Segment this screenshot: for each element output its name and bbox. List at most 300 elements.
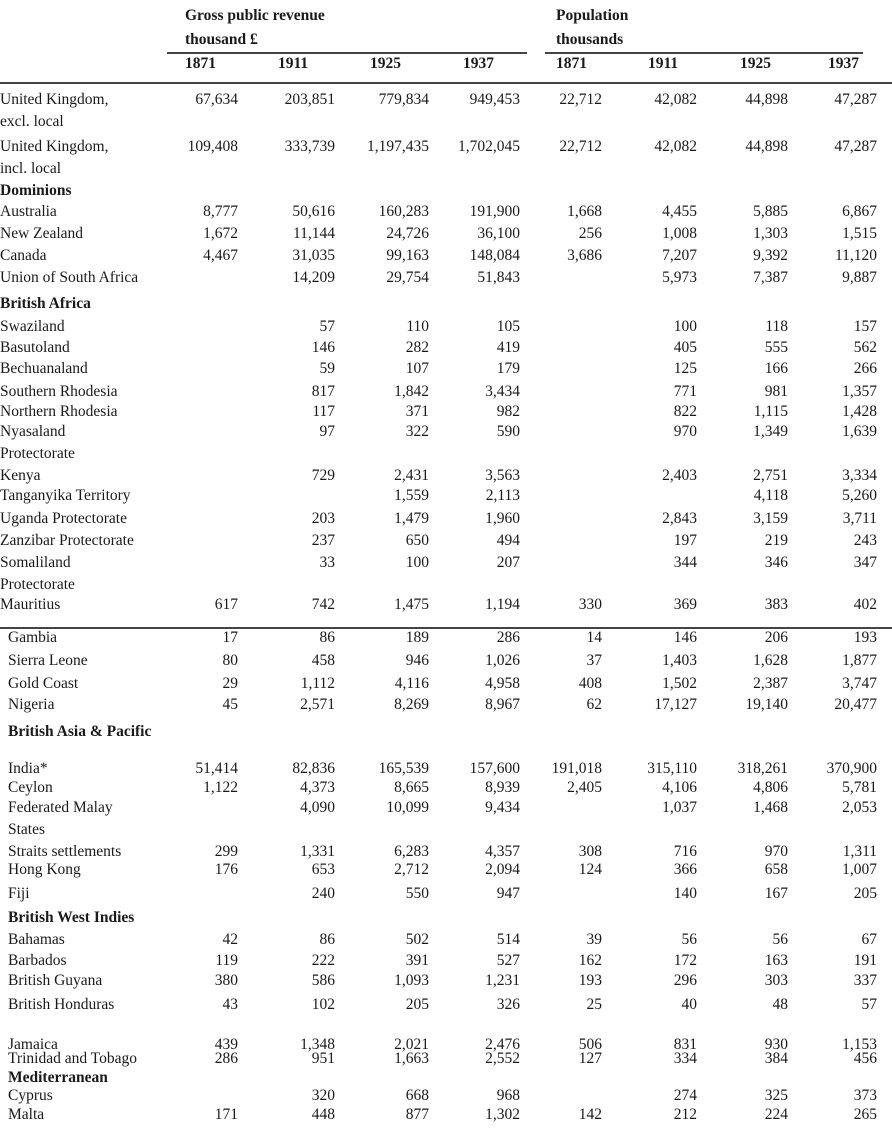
- cell-revenue-1937: 157,600: [469, 760, 520, 777]
- row-label: Canada: [0, 247, 47, 264]
- cell-revenue-1925: 6,283: [394, 843, 429, 860]
- table-row: [0, 797, 892, 838]
- cell-revenue-1937: 527: [496, 952, 520, 969]
- cell-revenue-1925: 8,665: [394, 779, 429, 796]
- cell-population-1925: 44,898: [745, 91, 788, 108]
- row-label: Barbados: [8, 952, 67, 969]
- row-label: Cyprus: [8, 1087, 53, 1104]
- cell-population-1911: 274: [673, 1087, 697, 1104]
- cell-revenue-1911: 82,836: [292, 760, 335, 777]
- table-row: [0, 358, 892, 380]
- table-row: [0, 381, 892, 403]
- revenue-year-1911: 1911: [278, 55, 309, 72]
- table-row: [0, 201, 892, 223]
- cell-revenue-1925: 391: [405, 952, 429, 969]
- row-label: Uganda Protectorate: [0, 510, 127, 527]
- cell-revenue-1925: 550: [405, 885, 429, 902]
- section-heading-row: [0, 180, 892, 202]
- cell-revenue-1937: 36,100: [477, 225, 520, 242]
- cell-revenue-1925: 107: [405, 360, 429, 377]
- row-label: India*: [8, 760, 48, 777]
- row-label: Basutoland: [0, 339, 70, 356]
- cell-population-1911: 100: [673, 318, 697, 335]
- row-label: Nigeria: [8, 696, 55, 713]
- cell-revenue-1911: 203: [311, 510, 335, 527]
- row-label: Hong Kong: [8, 861, 81, 878]
- cell-population-1925: 19,140: [745, 696, 788, 713]
- cell-revenue-1925: 1,475: [394, 596, 429, 613]
- cell-population-1925: 346: [764, 554, 788, 571]
- cell-revenue-1937: 2,094: [485, 861, 520, 878]
- table-row: [0, 508, 892, 530]
- cell-revenue-1871: 617: [214, 596, 238, 613]
- row-label: Jamaica: [8, 1036, 58, 1053]
- cell-population-1937: 3,747: [842, 675, 877, 692]
- cell-revenue-1925: 24,726: [386, 225, 429, 242]
- cell-revenue-1937: 326: [496, 996, 520, 1013]
- cell-revenue-1911: 951: [311, 1050, 335, 1067]
- cell-population-1925: 1,468: [753, 799, 788, 816]
- cell-revenue-1925: 282: [405, 339, 429, 356]
- cell-population-1871: 162: [578, 952, 602, 969]
- table-row: [0, 223, 892, 245]
- cell-population-1871: 62: [586, 696, 602, 713]
- cell-population-1871: 308: [578, 843, 602, 860]
- row-label: Swaziland: [0, 318, 65, 335]
- cell-population-1925: 1,303: [753, 225, 788, 242]
- cell-revenue-1871: 67,634: [195, 91, 238, 108]
- cell-revenue-1911: 653: [311, 861, 335, 878]
- section-heading: British Africa: [0, 295, 91, 312]
- cell-population-1937: 9,887: [842, 269, 877, 286]
- cell-population-1925: 118: [765, 318, 788, 335]
- cell-revenue-1871: 176: [214, 861, 238, 878]
- cell-population-1871: 127: [578, 1050, 602, 1067]
- cell-population-1925: 318,261: [737, 760, 788, 777]
- cell-population-1937: 5,781: [842, 779, 877, 796]
- cell-revenue-1911: 1,331: [300, 843, 335, 860]
- cell-population-1911: 716: [673, 843, 697, 860]
- cell-population-1937: 191: [853, 952, 877, 969]
- cell-population-1937: 373: [853, 1087, 877, 1104]
- cell-population-1937: 3,334: [842, 467, 877, 484]
- cell-revenue-1925: 946: [405, 652, 429, 669]
- cell-revenue-1911: 1,112: [300, 675, 335, 692]
- cell-population-1937: 1,153: [842, 1036, 877, 1053]
- cell-population-1911: 5,973: [662, 269, 697, 286]
- cell-population-1937: 1,428: [842, 403, 877, 420]
- cell-revenue-1925: 10,099: [386, 799, 429, 816]
- row-label-continuation: Protectorate: [0, 445, 75, 462]
- section-heading-row: [0, 907, 892, 929]
- cell-revenue-1937: 2,476: [485, 1036, 520, 1053]
- table-row: [0, 245, 892, 267]
- cell-revenue-1911: 86: [319, 931, 335, 948]
- cell-population-1937: 47,287: [834, 138, 877, 155]
- cell-population-1925: 384: [764, 1050, 788, 1067]
- cell-revenue-1911: 14,209: [292, 269, 335, 286]
- row-label: Somaliland: [0, 554, 71, 571]
- cell-population-1925: 163: [764, 952, 788, 969]
- cell-population-1911: 4,455: [662, 203, 697, 220]
- cell-population-1937: 47,287: [834, 91, 877, 108]
- row-label: Fiji: [8, 885, 30, 902]
- cell-population-1911: 172: [673, 952, 697, 969]
- cell-revenue-1871: 380: [214, 972, 238, 989]
- cell-revenue-1871: 80: [222, 652, 238, 669]
- cell-population-1925: 167: [764, 885, 788, 902]
- cell-revenue-1937: 51,843: [477, 269, 520, 286]
- cell-population-1925: 7,387: [753, 269, 788, 286]
- cell-population-1911: 125: [673, 360, 697, 377]
- cell-population-1871: 1,668: [567, 203, 602, 220]
- cell-revenue-1937: 494: [496, 532, 520, 549]
- row-label: Nyasaland: [0, 423, 66, 440]
- row-label: New Zealand: [0, 225, 84, 242]
- cell-population-1925: 219: [764, 532, 788, 549]
- cell-revenue-1937: 1,302: [485, 1106, 520, 1123]
- cell-revenue-1871: 439: [214, 1036, 238, 1053]
- row-label: Malta: [8, 1106, 45, 1123]
- cell-revenue-1925: 205: [405, 996, 429, 1013]
- section-heading: Dominions: [0, 182, 72, 199]
- cell-revenue-1937: 419: [496, 339, 520, 356]
- cell-population-1871: 408: [578, 675, 602, 692]
- cell-revenue-1937: 8,939: [485, 779, 520, 796]
- cell-revenue-1937: 1,194: [485, 596, 520, 613]
- cell-revenue-1911: 333,739: [284, 138, 335, 155]
- table-row: [0, 594, 892, 616]
- cell-revenue-1871: 171: [214, 1106, 238, 1123]
- row-label: Gold Coast: [8, 675, 79, 692]
- cell-population-1937: 562: [853, 339, 877, 356]
- cell-population-1937: 193: [853, 629, 877, 646]
- cell-revenue-1925: 4,116: [394, 675, 429, 692]
- row-label: Gambia: [8, 629, 58, 646]
- cell-revenue-1911: 50,616: [292, 203, 335, 220]
- row-label: Mauritius: [0, 596, 61, 613]
- cell-population-1925: 1,115: [753, 403, 788, 420]
- table-row: [0, 627, 892, 649]
- table-row: [0, 89, 892, 130]
- row-label: Trinidad and Tobago: [8, 1050, 137, 1067]
- cell-population-1911: 315,110: [647, 760, 697, 777]
- cell-population-1911: 146: [673, 629, 697, 646]
- cell-revenue-1925: 779,834: [378, 91, 429, 108]
- cell-population-1871: 193: [578, 972, 602, 989]
- cell-revenue-1871: 29: [222, 675, 238, 692]
- cell-revenue-1911: 203,851: [284, 91, 335, 108]
- cell-population-1871: 2,405: [567, 779, 602, 796]
- cell-revenue-1871: 299: [214, 843, 238, 860]
- cell-revenue-1871: 45: [222, 696, 238, 713]
- row-label: Kenya: [0, 467, 41, 484]
- cell-population-1925: 303: [764, 972, 788, 989]
- cell-revenue-1937: 191,900: [469, 203, 520, 220]
- cell-revenue-1925: 502: [405, 931, 429, 948]
- cell-population-1925: 48: [772, 996, 788, 1013]
- cell-revenue-1937: 1,231: [485, 972, 520, 989]
- cell-revenue-1911: 586: [311, 972, 335, 989]
- cell-revenue-1925: 8,269: [394, 696, 429, 713]
- cell-revenue-1937: 2,113: [485, 487, 520, 504]
- cell-revenue-1937: 982: [496, 403, 520, 420]
- cell-population-1911: 771: [673, 383, 697, 400]
- row-label-continuation: incl. local: [0, 160, 62, 177]
- cell-population-1925: 9,392: [753, 247, 788, 264]
- table-row: [0, 970, 892, 992]
- cell-population-1871: 39: [586, 931, 602, 948]
- cell-revenue-1925: 1,842: [394, 383, 429, 400]
- table-row: [0, 421, 892, 462]
- cell-population-1937: 57: [861, 996, 877, 1013]
- table-row: [0, 530, 892, 552]
- cell-population-1911: 344: [673, 554, 697, 571]
- cell-revenue-1911: 33: [319, 554, 335, 571]
- cell-population-1925: 2,751: [753, 467, 788, 484]
- cell-population-1925: 930: [764, 1036, 788, 1053]
- cell-revenue-1911: 4,090: [300, 799, 335, 816]
- cell-population-1937: 1,877: [842, 652, 877, 669]
- cell-population-1937: 402: [853, 596, 877, 613]
- cell-revenue-1925: 650: [405, 532, 429, 549]
- cell-revenue-1937: 148,084: [469, 247, 520, 264]
- cell-population-1911: 296: [673, 972, 697, 989]
- cell-population-1871: 3,686: [567, 247, 602, 264]
- cell-revenue-1937: 968: [496, 1087, 520, 1104]
- cell-revenue-1937: 105: [496, 318, 520, 335]
- cell-revenue-1937: 3,563: [485, 467, 520, 484]
- cell-population-1925: 1,628: [753, 652, 788, 669]
- cell-revenue-1937: 1,702,045: [458, 138, 520, 155]
- population-group-heading: [556, 4, 628, 52]
- table-row: [0, 552, 892, 593]
- cell-revenue-1937: 514: [496, 931, 520, 948]
- cell-population-1871: 256: [578, 225, 602, 242]
- cell-population-1871: 124: [578, 861, 602, 878]
- cell-revenue-1937: 8,967: [485, 696, 520, 713]
- cell-population-1937: 337: [853, 972, 877, 989]
- cell-population-1871: 330: [578, 596, 602, 613]
- cell-revenue-1925: 99,163: [386, 247, 429, 264]
- cell-population-1911: 2,843: [662, 510, 697, 527]
- cell-population-1911: 1,502: [662, 675, 697, 692]
- row-label: Union of South Africa: [0, 269, 139, 286]
- table-row: [0, 994, 892, 1016]
- cell-revenue-1911: 57: [319, 318, 335, 335]
- cell-revenue-1925: 2,712: [394, 861, 429, 878]
- cell-revenue-1937: 949,453: [469, 91, 520, 108]
- cell-revenue-1871: 109,408: [187, 138, 238, 155]
- row-label-continuation: Protectorate: [0, 576, 75, 593]
- cell-revenue-1937: 4,357: [485, 843, 520, 860]
- population-year-1925: 1925: [740, 55, 771, 72]
- cell-population-1911: 1,008: [662, 225, 697, 242]
- cell-revenue-1925: 1,093: [394, 972, 429, 989]
- cell-revenue-1925: 1,479: [394, 510, 429, 527]
- section-heading: British Asia & Pacific: [8, 723, 152, 740]
- cell-revenue-1925: 189: [405, 629, 429, 646]
- section-heading: British West Indies: [8, 909, 135, 926]
- cell-population-1871: 506: [578, 1036, 602, 1053]
- cell-population-1937: 11,120: [834, 247, 877, 264]
- cell-revenue-1925: 2,021: [394, 1036, 429, 1053]
- revenue-year-1925: 1925: [370, 55, 401, 72]
- row-label: Ceylon: [8, 779, 53, 796]
- cell-revenue-1871: 43: [222, 996, 238, 1013]
- cell-revenue-1911: 4,373: [300, 779, 335, 796]
- cell-revenue-1937: 286: [496, 629, 520, 646]
- cell-population-1937: 1,639: [842, 423, 877, 440]
- revenue-year-1871: 1871: [185, 55, 216, 72]
- row-label: Sierra Leone: [8, 652, 88, 669]
- row-label: Southern Rhodesia: [0, 383, 118, 400]
- cell-revenue-1911: 1,348: [300, 1036, 335, 1053]
- table-row: [0, 136, 892, 177]
- cell-population-1937: 456: [853, 1050, 877, 1067]
- cell-population-1925: 555: [764, 339, 788, 356]
- header-bottom-rule: [0, 82, 892, 84]
- cell-population-1911: 822: [673, 403, 697, 420]
- cell-population-1925: 166: [764, 360, 788, 377]
- cell-revenue-1871: 286: [214, 1050, 238, 1067]
- cell-population-1871: 22,712: [559, 138, 602, 155]
- cell-population-1925: 1,349: [753, 423, 788, 440]
- population-group-rule: [545, 52, 863, 54]
- cell-population-1937: 265: [853, 1106, 877, 1123]
- table-row: [0, 316, 892, 338]
- table-row: [0, 465, 892, 487]
- cell-population-1911: 970: [673, 423, 697, 440]
- cell-population-1911: 4,106: [662, 779, 697, 796]
- cell-revenue-1925: 29,754: [386, 269, 429, 286]
- cell-revenue-1911: 2,571: [300, 696, 335, 713]
- row-label-continuation: excl. local: [0, 113, 64, 130]
- table-row: [0, 485, 892, 507]
- cell-population-1937: 205: [853, 885, 877, 902]
- cell-revenue-1925: 165,539: [378, 760, 429, 777]
- population-heading-line1: Population: [556, 7, 629, 24]
- cell-revenue-1911: 240: [311, 885, 335, 902]
- cell-revenue-1911: 86: [319, 629, 335, 646]
- cell-population-1911: 831: [673, 1036, 697, 1053]
- cell-population-1937: 266: [853, 360, 877, 377]
- cell-population-1911: 334: [673, 1050, 697, 1067]
- cell-revenue-1911: 448: [311, 1106, 335, 1123]
- row-label: Bechuanaland: [0, 360, 88, 377]
- population-year-1911: 1911: [648, 55, 679, 72]
- cell-revenue-1925: 1,663: [394, 1050, 429, 1067]
- cell-population-1925: 206: [764, 629, 788, 646]
- cell-revenue-1937: 9,434: [485, 799, 520, 816]
- cell-population-1937: 5,260: [842, 487, 877, 504]
- revenue-group-heading: [185, 4, 325, 52]
- cell-population-1911: 405: [673, 339, 697, 356]
- cell-population-1937: 1,515: [842, 225, 877, 242]
- cell-population-1911: 140: [673, 885, 697, 902]
- cell-population-1911: 7,207: [662, 247, 697, 264]
- cell-revenue-1925: 2,431: [394, 467, 429, 484]
- cell-population-1925: 3,159: [753, 510, 788, 527]
- table-row: [0, 883, 892, 905]
- cell-revenue-1937: 2,552: [485, 1050, 520, 1067]
- cell-revenue-1937: 1,026: [485, 652, 520, 669]
- table-row: [0, 777, 892, 799]
- cell-population-1937: 370,900: [826, 760, 877, 777]
- cell-population-1911: 197: [673, 532, 697, 549]
- revenue-year-1937: 1937: [463, 55, 494, 72]
- cell-revenue-1925: 322: [405, 423, 429, 440]
- cell-revenue-1911: 97: [319, 423, 335, 440]
- cell-revenue-1925: 1,197,435: [367, 138, 429, 155]
- row-label: United Kingdom,: [0, 138, 109, 155]
- cell-population-1937: 1,311: [842, 843, 877, 860]
- cell-population-1911: 2,403: [662, 467, 697, 484]
- table-row: [0, 267, 892, 289]
- cell-revenue-1911: 11,144: [292, 225, 335, 242]
- cell-population-1937: 3,711: [842, 510, 877, 527]
- cell-revenue-1911: 320: [311, 1087, 335, 1104]
- cell-population-1911: 369: [673, 596, 697, 613]
- cell-revenue-1871: 119: [215, 952, 238, 969]
- cell-population-1925: 44,898: [745, 138, 788, 155]
- cell-revenue-1911: 146: [311, 339, 335, 356]
- row-label: Tanganyika Territory: [0, 487, 131, 504]
- cell-revenue-1871: 4,467: [203, 247, 238, 264]
- table-row: [0, 673, 892, 695]
- cell-revenue-1871: 51,414: [195, 760, 238, 777]
- table-row: [0, 859, 892, 881]
- cell-revenue-1911: 117: [312, 403, 335, 420]
- table-row: [0, 337, 892, 359]
- cell-population-1911: 1,037: [662, 799, 697, 816]
- cell-population-1911: 17,127: [654, 696, 697, 713]
- row-label: British Guyana: [8, 972, 103, 989]
- cell-population-1911: 366: [673, 861, 697, 878]
- row-label: Zanzibar Protectorate: [0, 532, 134, 549]
- cell-revenue-1911: 222: [311, 952, 335, 969]
- row-label: Australia: [0, 203, 57, 220]
- cell-population-1911: 42,082: [654, 138, 697, 155]
- cell-revenue-1925: 371: [405, 403, 429, 420]
- cell-revenue-1925: 110: [406, 318, 429, 335]
- cell-population-1937: 67: [861, 931, 877, 948]
- cell-revenue-1911: 59: [319, 360, 335, 377]
- cell-revenue-1937: 1,960: [485, 510, 520, 527]
- cell-population-1871: 191,018: [551, 760, 602, 777]
- section-heading-row: [0, 721, 892, 743]
- row-label: Straits settlements: [8, 843, 122, 860]
- cell-revenue-1871: 1,672: [203, 225, 238, 242]
- cell-population-1911: 40: [681, 996, 697, 1013]
- row-label: British Honduras: [8, 996, 115, 1013]
- cell-population-1925: 2,387: [753, 675, 788, 692]
- cell-population-1871: 37: [586, 652, 602, 669]
- population-heading-line2: thousands: [556, 31, 624, 48]
- population-year-1937: 1937: [828, 55, 859, 72]
- table-row: [0, 929, 892, 951]
- row-label-continuation: States: [8, 821, 46, 838]
- cell-population-1925: 325: [764, 1087, 788, 1104]
- section-heading-row: [0, 293, 892, 315]
- cell-population-1937: 20,477: [834, 696, 877, 713]
- cell-revenue-1871: 42: [222, 931, 238, 948]
- cell-revenue-1925: 100: [405, 554, 429, 571]
- cell-revenue-1871: 17: [222, 629, 238, 646]
- cell-population-1925: 4,118: [753, 487, 788, 504]
- cell-revenue-1925: 877: [405, 1106, 429, 1123]
- row-label: United Kingdom,: [0, 91, 109, 108]
